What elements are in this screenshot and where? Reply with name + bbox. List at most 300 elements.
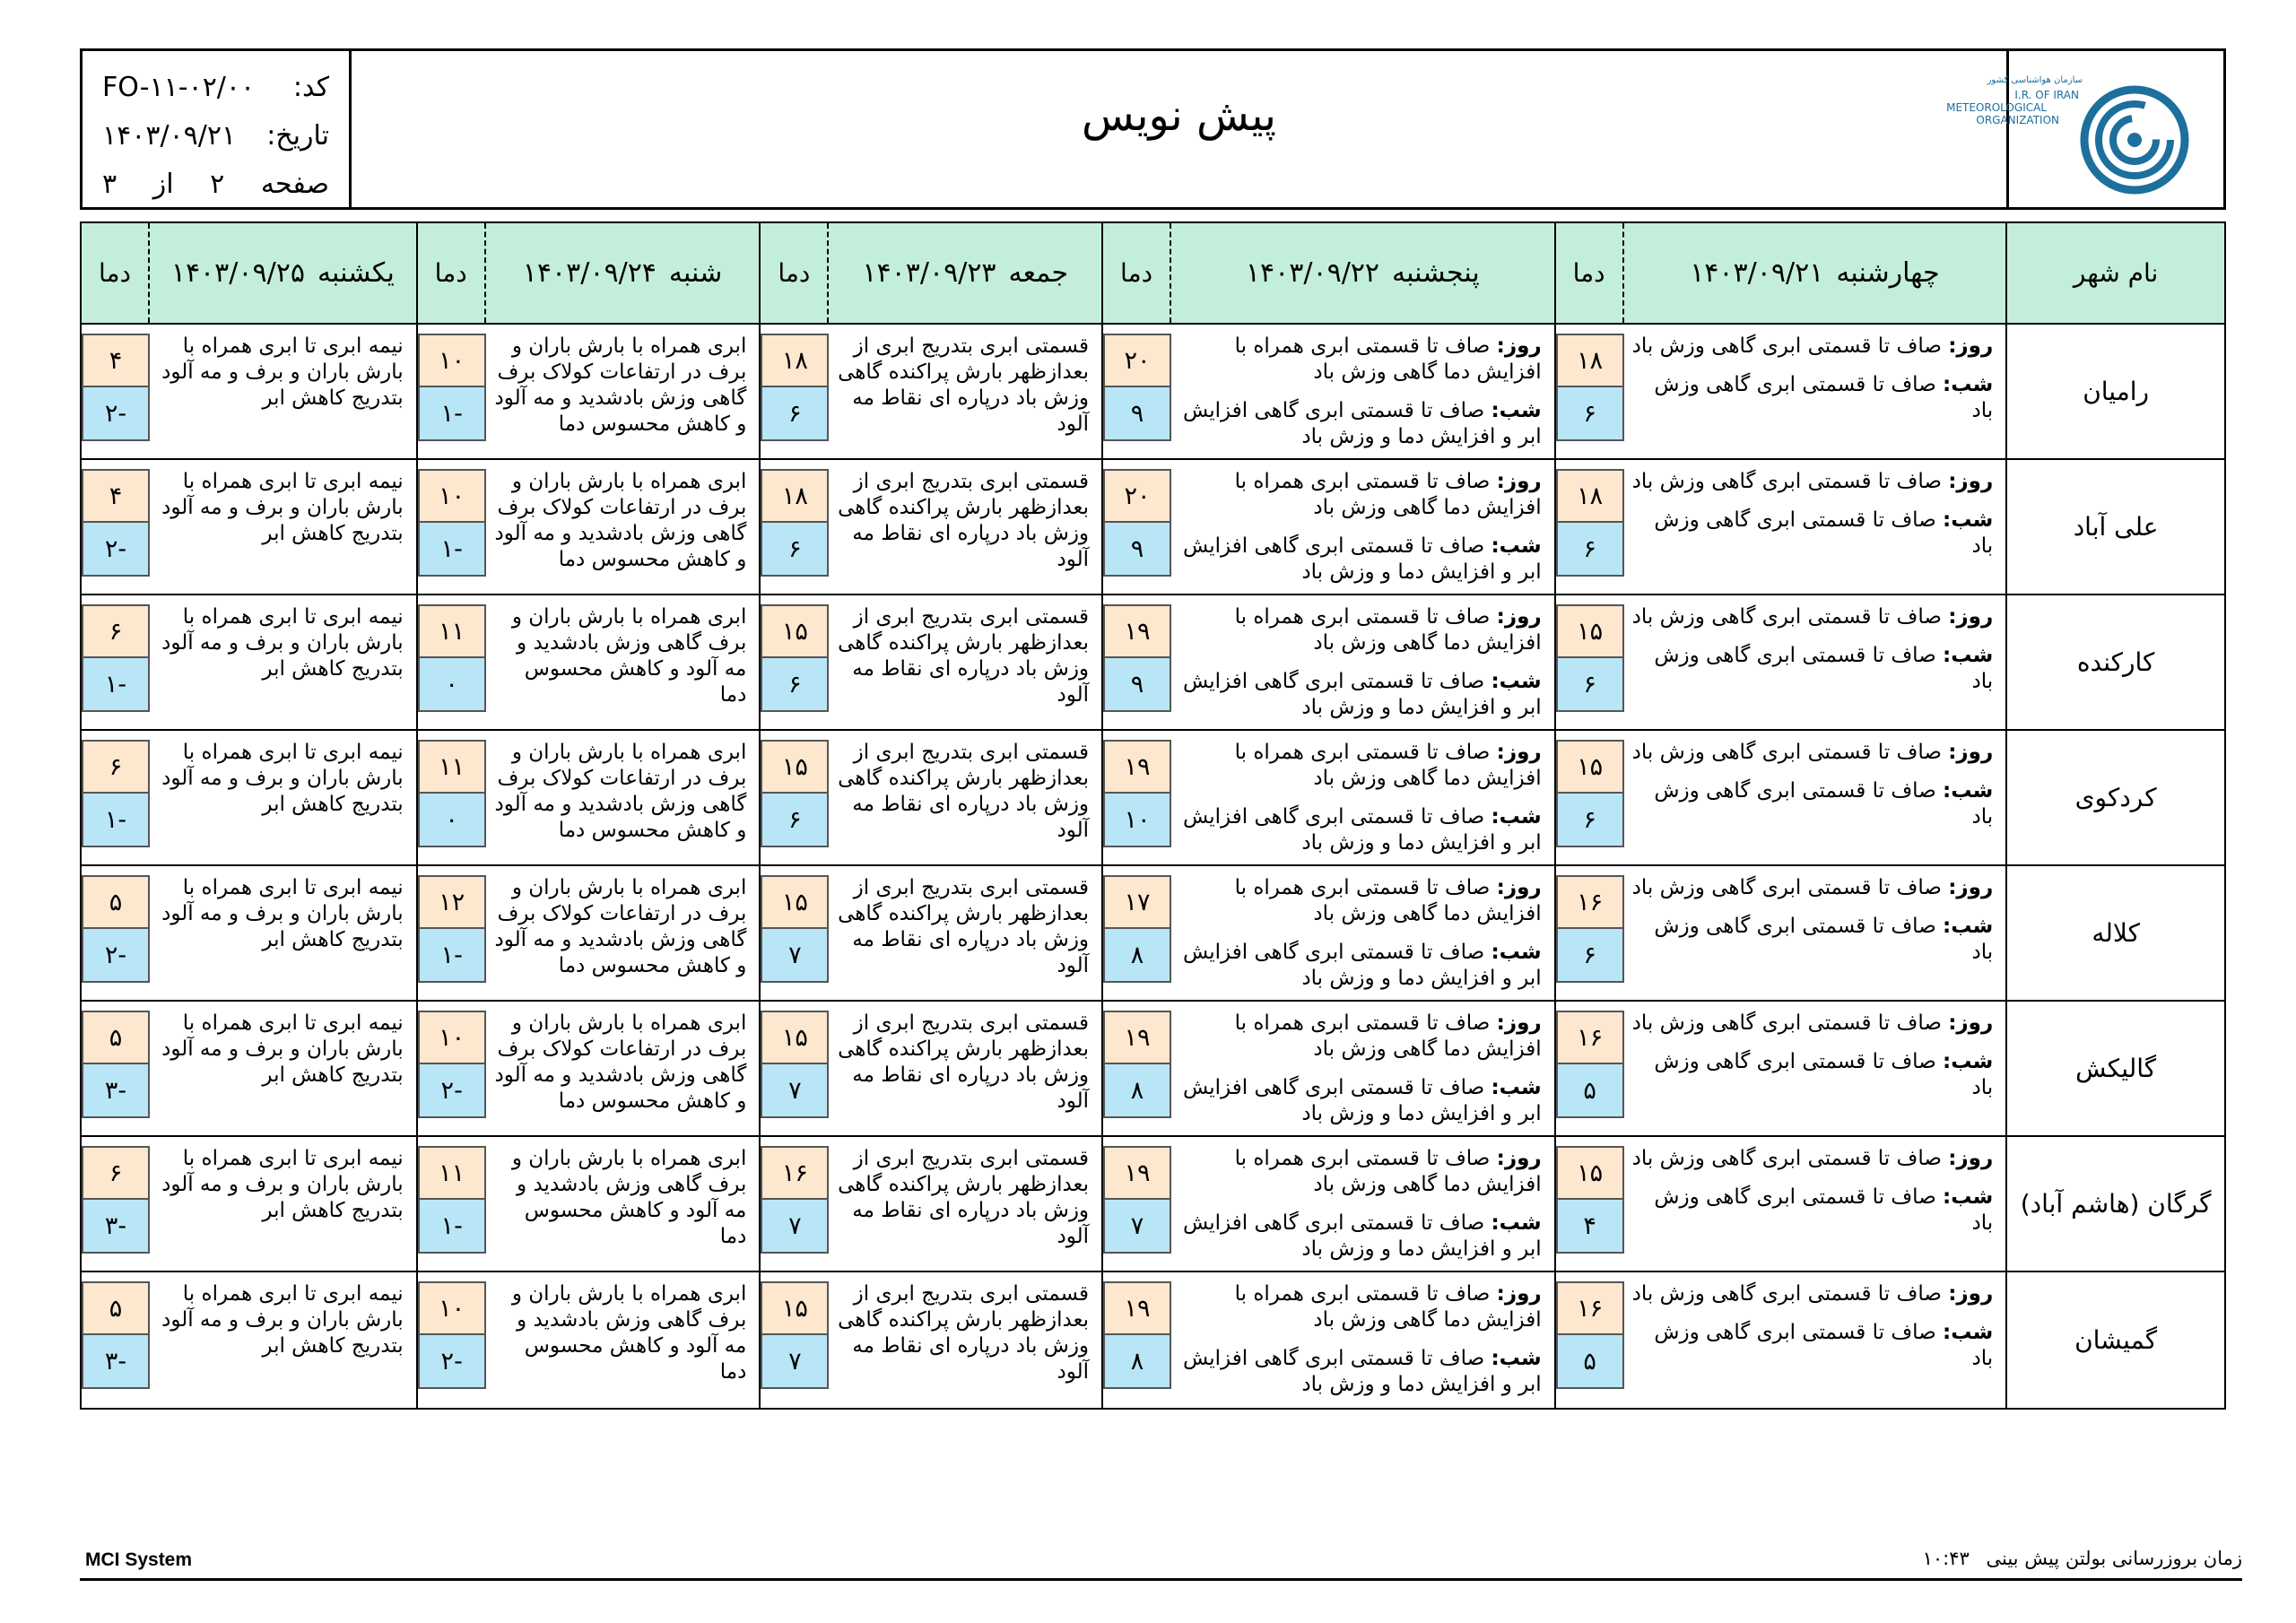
city-name: گالیکش <box>2075 1054 2157 1083</box>
temperature-box <box>418 866 486 1000</box>
temperature-box <box>761 1137 829 1271</box>
night-forecast <box>1631 1049 1994 1101</box>
night-label: شب: <box>1943 373 1994 396</box>
day-name: چهارشنبه <box>1836 257 1940 289</box>
day-forecast <box>1178 604 1542 656</box>
max-temperature: ۴ <box>82 334 150 387</box>
temperature-box <box>418 1137 486 1271</box>
day-header-5 <box>82 223 418 323</box>
day-header-3 <box>761 223 1103 323</box>
forecast-text: نیمه ابری تا ابری همراه با بارش باران و برف و مه آلود بتدریج کاهش ابر <box>161 876 404 951</box>
forecast-cell <box>761 1002 1103 1135</box>
page-current: ۲ <box>210 169 225 200</box>
forecast-text: قسمتی ابری بتدریج ابری از بعدازظهر بارش پراکنده گاهی وزش باد درپاره ای نقاط مه آلود <box>838 470 1090 571</box>
forecast-description <box>1624 866 2006 1000</box>
city-name: گمیشان <box>2074 1325 2158 1355</box>
day-header-4 <box>418 223 761 323</box>
night-text: صاف تا قسمتی ابری گاهی افزایش ابر و افزایش دما و وزش باد <box>1182 805 1542 855</box>
night-label: شب: <box>1943 1185 1994 1209</box>
forecast-cell <box>1556 460 2008 594</box>
max-temperature: ۱۹ <box>1103 1011 1171 1064</box>
max-temperature: ۱۱ <box>418 604 486 658</box>
forecast-text: ابری همراه با بارش باران و برف گاهی وزش بادشدید و مه آلود و کاهش محسوس دما <box>511 1282 747 1384</box>
day-forecast <box>1631 469 1994 495</box>
forecast-cell <box>1103 460 1556 594</box>
day-label: روز: <box>1496 1282 1542 1306</box>
forecast-description <box>486 866 760 1000</box>
day-text: صاف تا قسمتی ابری همراه با افزایش دما گاهی وزش باد <box>1234 1282 1542 1332</box>
forecast-text: نیمه ابری تا ابری همراه با بارش باران و برف و مه آلود بتدریج کاهش ابر <box>161 470 404 545</box>
forecast-cell <box>1556 1272 2008 1408</box>
forecast-cell <box>418 325 761 458</box>
night-forecast <box>1178 1346 1542 1398</box>
temp-column-header: دما <box>1103 223 1171 323</box>
update-label: زمان بروزرسانی بولتن پیش بینی <box>1986 1548 2242 1569</box>
temperature-box <box>1103 731 1171 864</box>
max-temperature: ۱۵ <box>761 875 829 929</box>
min-temperature: -۲ <box>418 1335 486 1389</box>
forecast-text: ابری همراه با بارش باران و برف در ارتفاعات کولاک برف گاهی وزش بادشدید و مه آلود و کاهش محسوس دما <box>494 876 747 977</box>
day-label: روز: <box>1496 605 1542 629</box>
temperature-box <box>761 731 829 864</box>
forecast-text: ابری همراه با بارش باران و برف در ارتفاعات کولاک برف گاهی وزش بادشدید و مه آلود و کاهش محسوس دما <box>494 470 747 571</box>
forecast-description <box>150 866 416 1000</box>
night-label: شب: <box>1491 805 1542 829</box>
min-temperature: ۶ <box>1556 794 1624 847</box>
day-forecast <box>1178 740 1542 792</box>
night-label: شب: <box>1491 1076 1542 1099</box>
table-header-row <box>82 223 2224 325</box>
night-text: صاف تا قسمتی ابری گاهی افزایش ابر و افزایش دما و وزش باد <box>1182 534 1542 584</box>
max-temperature: ۴ <box>82 469 150 523</box>
forecast-cell <box>418 1002 761 1135</box>
night-label: شب: <box>1943 779 1994 803</box>
table-row <box>82 731 2224 866</box>
forecast-description <box>1171 460 1554 594</box>
forecast-text: ابری همراه با بارش باران و برف در ارتفاعات کولاک برف گاهی وزش بادشدید و مه آلود و کاهش محسوس دما <box>494 741 747 842</box>
day-label: روز: <box>1948 741 1994 764</box>
max-temperature: ۶ <box>82 1146 150 1200</box>
temperature-box <box>418 460 486 594</box>
temperature-box <box>82 866 150 1000</box>
night-text: صاف تا قسمتی ابری گاهی افزایش ابر و افزایش دما و وزش باد <box>1182 1076 1542 1125</box>
forecast-cell <box>1103 325 1556 458</box>
max-temperature: ۱۵ <box>761 1281 829 1335</box>
max-temperature: ۱۲ <box>418 875 486 929</box>
forecast-cell <box>761 460 1103 594</box>
forecast-text: قسمتی ابری بتدریج ابری از بعدازظهر بارش پراکنده گاهی وزش باد درپاره ای نقاط مه آلود <box>838 741 1090 842</box>
night-label: شب: <box>1943 644 1994 667</box>
forecast-text: قسمتی ابری بتدریج ابری از بعدازظهر بارش پراکنده گاهی وزش باد درپاره ای نقاط مه آلود <box>838 1011 1090 1113</box>
forecast-description <box>1624 1002 2006 1135</box>
forecast-description <box>1171 731 1554 864</box>
max-temperature: ۱۱ <box>418 740 486 794</box>
footer-divider <box>80 1578 2242 1581</box>
document-info <box>83 51 352 207</box>
forecast-description <box>1624 325 2006 458</box>
max-temperature: ۱۹ <box>1103 740 1171 794</box>
day-text: صاف تا قسمتی ابری همراه با افزایش دما گاهی وزش باد <box>1234 876 1542 925</box>
day-text: صاف تا قسمتی ابری گاهی وزش باد <box>1631 605 1942 629</box>
temperature-box <box>761 866 829 1000</box>
forecast-description <box>829 1002 1101 1135</box>
night-forecast <box>1178 534 1542 586</box>
page-title: پیش نویس <box>1082 91 1277 141</box>
day-forecast <box>1178 469 1542 521</box>
code-value: FO-۱۱-۰۲/۰۰ <box>102 72 256 103</box>
day-date: ۱۴۰۳/۰۹/۲۳ <box>862 257 996 289</box>
page-total: ۳ <box>102 169 117 200</box>
max-temperature: ۱۵ <box>761 604 829 658</box>
temperature-box <box>418 731 486 864</box>
day-forecast <box>1631 1011 1994 1037</box>
update-info <box>1923 1548 2242 1569</box>
max-temperature: ۶ <box>82 740 150 794</box>
forecast-cell <box>761 595 1103 729</box>
night-text: صاف تا قسمتی ابری گاهی وزش باد <box>1654 644 1994 693</box>
night-forecast <box>1631 1185 1994 1237</box>
page-of: از <box>152 169 174 200</box>
day-text: صاف تا قسمتی ابری گاهی وزش باد <box>1631 1282 1942 1306</box>
night-text: صاف تا قسمتی ابری گاهی افزایش ابر و افزایش دما و وزش باد <box>1182 399 1542 448</box>
table-row <box>82 1137 2224 1272</box>
forecast-description <box>1624 460 2006 594</box>
forecast-text: قسمتی ابری بتدریج ابری از بعدازظهر بارش پراکنده گاهی وزش باد درپاره ای نقاط مه آلود <box>838 1282 1090 1384</box>
max-temperature: ۵ <box>82 1281 150 1335</box>
forecast-text: ابری همراه با بارش باران و برف گاهی وزش بادشدید و مه آلود و کاهش محسوس دما <box>511 605 747 707</box>
day-forecast <box>1631 334 1994 360</box>
code-row <box>102 64 329 112</box>
temperature-box <box>82 1272 150 1408</box>
temp-column-header: دما <box>1556 223 1624 323</box>
temp-column-header: دما <box>418 223 486 323</box>
temp-column-header: دما <box>761 223 829 323</box>
document-header <box>80 48 2226 210</box>
forecast-cell <box>418 595 761 729</box>
temperature-box <box>1103 866 1171 1000</box>
temperature-box <box>761 460 829 594</box>
night-forecast <box>1178 1075 1542 1127</box>
forecast-description <box>150 1272 416 1408</box>
forecast-description <box>486 460 760 594</box>
min-temperature: ۹ <box>1103 523 1171 577</box>
forecast-description <box>829 866 1101 1000</box>
min-temperature: ۷ <box>761 1200 829 1254</box>
temperature-box <box>761 1272 829 1408</box>
temperature-box <box>1556 1002 1624 1135</box>
min-temperature: ۷ <box>761 1064 829 1118</box>
logo-text-iran: I.R. OF IRAN <box>2013 89 2079 101</box>
night-forecast <box>1631 372 1994 424</box>
night-text: صاف تا قسمتی ابری گاهی وزش باد <box>1654 373 1994 422</box>
temperature-box <box>1556 866 1624 1000</box>
temperature-box <box>82 1002 150 1135</box>
city-column-header: نام شهر <box>2073 258 2159 288</box>
min-temperature: ۸ <box>1103 1335 1171 1389</box>
forecast-description <box>150 325 416 458</box>
day-forecast <box>1631 740 1994 766</box>
forecast-cell <box>761 1137 1103 1271</box>
city-name: رامیان <box>2083 377 2150 406</box>
night-forecast <box>1631 643 1994 695</box>
temperature-box <box>82 460 150 594</box>
max-temperature: ۵ <box>82 875 150 929</box>
night-forecast <box>1178 804 1542 856</box>
date-row <box>102 112 329 161</box>
page-label: صفحه <box>260 169 329 200</box>
temperature-box <box>1103 1002 1171 1135</box>
city-name: کردکوی <box>2074 783 2157 812</box>
min-temperature: -۲ <box>82 523 150 577</box>
day-date: ۱۴۰۳/۰۹/۲۵ <box>170 257 305 289</box>
temperature-box <box>418 1002 486 1135</box>
night-forecast <box>1631 914 1994 966</box>
forecast-description <box>1171 1272 1554 1408</box>
temperature-box <box>1556 1272 1624 1408</box>
day-forecast <box>1178 1281 1542 1333</box>
max-temperature: ۱۹ <box>1103 1281 1171 1335</box>
night-text: صاف تا قسمتی ابری گاهی افزایش ابر و افزایش دما و وزش باد <box>1182 670 1542 719</box>
forecast-description <box>1171 866 1554 1000</box>
forecast-text: نیمه ابری تا ابری همراه با بارش باران و برف و مه آلود بتدریج کاهش ابر <box>161 605 404 681</box>
max-temperature: ۱۶ <box>1556 1011 1624 1064</box>
table-row <box>82 325 2224 460</box>
night-text: صاف تا قسمتی ابری گاهی وزش باد <box>1654 1050 1994 1099</box>
forecast-cell <box>82 1137 418 1271</box>
max-temperature: ۵ <box>82 1011 150 1064</box>
min-temperature: ۶ <box>761 794 829 847</box>
forecast-description <box>1624 595 2006 729</box>
forecast-cell <box>1556 325 2008 458</box>
max-temperature: ۲۰ <box>1103 334 1171 387</box>
max-temperature: ۱۶ <box>761 1146 829 1200</box>
forecast-text: ابری همراه با بارش باران و برف در ارتفاعات کولاک برف گاهی وزش بادشدید و مه آلود و کاهش محسوس دما <box>494 1011 747 1113</box>
day-forecast <box>1178 1011 1542 1063</box>
night-label: شب: <box>1943 1050 1994 1073</box>
forecast-cell <box>761 1272 1103 1408</box>
forecast-description <box>829 1137 1101 1271</box>
day-name: جمعه <box>1008 257 1068 289</box>
forecast-description <box>1171 1002 1554 1135</box>
temperature-box <box>1556 731 1624 864</box>
forecast-description <box>150 595 416 729</box>
logo-text-meteorological: METEOROLOGICAL <box>1945 101 2047 114</box>
night-text: صاف تا قسمتی ابری گاهی وزش باد <box>1654 779 1994 829</box>
logo-text-organization: ORGANIZATION <box>1975 114 2059 126</box>
forecast-description <box>486 1272 760 1408</box>
night-text: صاف تا قسمتی ابری گاهی افزایش ابر و افزایش دما و وزش باد <box>1182 1347 1542 1396</box>
forecast-cell <box>418 1272 761 1408</box>
day-header-1 <box>1556 223 2008 323</box>
temperature-box <box>82 1137 150 1271</box>
system-name: MCI System <box>85 1549 193 1570</box>
min-temperature: -۳ <box>82 1200 150 1254</box>
forecast-description <box>1624 1272 2006 1408</box>
day-label: روز: <box>1948 1011 1994 1035</box>
forecast-text: نیمه ابری تا ابری همراه با بارش باران و برف و مه آلود بتدریج کاهش ابر <box>161 1282 404 1358</box>
day-forecast <box>1631 1281 1994 1307</box>
max-temperature: ۲۰ <box>1103 469 1171 523</box>
forecast-text: نیمه ابری تا ابری همراه با بارش باران و برف و مه آلود بتدریج کاهش ابر <box>161 1011 404 1087</box>
forecast-description <box>486 1137 760 1271</box>
day-text: صاف تا قسمتی ابری گاهی وزش باد <box>1631 741 1942 764</box>
day-forecast <box>1631 1146 1994 1172</box>
day-text: صاف تا قسمتی ابری همراه با افزایش دما گاهی وزش باد <box>1234 605 1542 655</box>
forecast-description <box>1171 1137 1554 1271</box>
day-label: روز: <box>1948 605 1994 629</box>
min-temperature: ۹ <box>1103 387 1171 441</box>
page-row <box>102 161 329 209</box>
forecast-cell <box>82 595 418 729</box>
city-name: کلاله <box>2092 918 2140 948</box>
day-text: صاف تا قسمتی ابری همراه با افزایش دما گاهی وزش باد <box>1234 1011 1542 1061</box>
day-label: روز: <box>1948 876 1994 899</box>
min-temperature: -۲ <box>418 1064 486 1118</box>
forecast-description <box>150 731 416 864</box>
day-date: ۱۴۰۳/۰۹/۲۱ <box>1690 257 1824 289</box>
table-row <box>82 866 2224 1002</box>
logo-text-fa: سازمان هواشناسی کشور <box>1987 75 2083 85</box>
day-label: روز: <box>1496 741 1542 764</box>
night-label: شب: <box>1491 670 1542 693</box>
forecast-text: ابری همراه با بارش باران و برف گاهی وزش بادشدید و مه آلود و کاهش محسوس دما <box>511 1147 747 1248</box>
forecast-description <box>1624 731 2006 864</box>
forecast-description <box>486 595 760 729</box>
night-text: صاف تا قسمتی ابری گاهی وزش باد <box>1654 915 1994 964</box>
day-name: پنجشنبه <box>1392 257 1480 289</box>
night-forecast <box>1178 398 1542 450</box>
day-header-2 <box>1103 223 1556 323</box>
max-temperature: ۱۸ <box>1556 469 1624 523</box>
forecast-cell <box>418 731 761 864</box>
min-temperature: ۶ <box>761 523 829 577</box>
temperature-box <box>1103 460 1171 594</box>
forecast-cell <box>761 325 1103 458</box>
forecast-text: نیمه ابری تا ابری همراه با بارش باران و برف و مه آلود بتدریج کاهش ابر <box>161 1147 404 1222</box>
day-label: روز: <box>1948 334 1994 358</box>
max-temperature: ۱۸ <box>761 469 829 523</box>
date-label: تاریخ: <box>266 120 329 152</box>
day-text: صاف تا قسمتی ابری گاهی وزش باد <box>1631 334 1942 358</box>
min-temperature: ۶ <box>1556 523 1624 577</box>
max-temperature: ۱۶ <box>1556 1281 1624 1335</box>
day-label: روز: <box>1496 470 1542 493</box>
night-label: شب: <box>1491 941 1542 964</box>
night-text: صاف تا قسمتی ابری گاهی افزایش ابر و افزایش دما و وزش باد <box>1182 1211 1542 1261</box>
forecast-text: قسمتی ابری بتدریج ابری از بعدازظهر بارش پراکنده گاهی وزش باد درپاره ای نقاط مه آلود <box>838 1147 1090 1248</box>
forecast-cell <box>418 1137 761 1271</box>
temp-column-header: دما <box>82 223 150 323</box>
day-forecast <box>1178 1146 1542 1198</box>
forecast-text: ابری همراه با بارش باران و برف در ارتفاعات کولاک برف گاهی وزش بادشدید و مه آلود و کاهش محسوس دما <box>494 334 747 436</box>
day-text: صاف تا قسمتی ابری همراه با افزایش دما گاهی وزش باد <box>1234 470 1542 519</box>
max-temperature: ۱۶ <box>1556 875 1624 929</box>
temperature-box <box>1556 595 1624 729</box>
day-label: روز: <box>1496 334 1542 358</box>
city-name: کارکنده <box>2076 647 2155 677</box>
forecast-cell <box>1103 1272 1556 1408</box>
forecast-cell <box>82 1002 418 1135</box>
table-body <box>82 325 2224 1408</box>
day-name: شنبه <box>668 257 723 289</box>
night-text: صاف تا قسمتی ابری گاهی وزش باد <box>1654 1321 1994 1370</box>
night-text: صاف تا قسمتی ابری گاهی وزش باد <box>1654 508 1994 558</box>
forecast-text: نیمه ابری تا ابری همراه با بارش باران و برف و مه آلود بتدریج کاهش ابر <box>161 334 404 410</box>
forecast-description <box>829 595 1101 729</box>
forecast-text: نیمه ابری تا ابری همراه با بارش باران و برف و مه آلود بتدریج کاهش ابر <box>161 741 404 816</box>
day-text: صاف تا قسمتی ابری همراه با افزایش دما گاهی وزش باد <box>1234 334 1542 384</box>
day-label: روز: <box>1496 876 1542 899</box>
min-temperature: -۱ <box>418 387 486 441</box>
temperature-box <box>418 1272 486 1408</box>
night-label: شب: <box>1943 1321 1994 1344</box>
day-text: صاف تا قسمتی ابری همراه با افزایش دما گاهی وزش باد <box>1234 741 1542 790</box>
forecast-description <box>486 325 760 458</box>
min-temperature: -۱ <box>418 523 486 577</box>
date-value: ۱۴۰۳/۰۹/۲۱ <box>102 120 237 152</box>
night-forecast <box>1631 508 1994 560</box>
organization-logo <box>1945 51 2223 207</box>
forecast-cell <box>418 866 761 1000</box>
table-row <box>82 1002 2224 1137</box>
forecast-description <box>829 325 1101 458</box>
max-temperature: ۱۱ <box>418 1146 486 1200</box>
table-row <box>82 460 2224 595</box>
forecast-cell <box>82 1272 418 1408</box>
city-name: علی آباد <box>2073 512 2159 542</box>
night-forecast <box>1631 1320 1994 1372</box>
min-temperature: ۸ <box>1103 929 1171 983</box>
forecast-cell <box>418 460 761 594</box>
min-temperature: -۱ <box>82 794 150 847</box>
night-forecast <box>1178 1211 1542 1263</box>
forecast-description <box>150 1002 416 1135</box>
forecast-description <box>486 1002 760 1135</box>
min-temperature: ۵ <box>1556 1064 1624 1118</box>
night-label: شب: <box>1491 399 1542 422</box>
max-temperature: ۱۹ <box>1103 604 1171 658</box>
min-temperature: ۰ <box>418 794 486 847</box>
forecast-cell <box>1103 866 1556 1000</box>
min-temperature: ۷ <box>761 1335 829 1389</box>
min-temperature: ۶ <box>761 387 829 441</box>
min-temperature: -۱ <box>418 1200 486 1254</box>
max-temperature: ۱۰ <box>418 469 486 523</box>
forecast-description <box>1171 325 1554 458</box>
min-temperature: ۸ <box>1103 1064 1171 1118</box>
forecast-description <box>829 460 1101 594</box>
max-temperature: ۱۵ <box>761 740 829 794</box>
min-temperature: ۶ <box>761 658 829 712</box>
city-name: گرگان (هاشم آباد) <box>2020 1189 2212 1219</box>
day-forecast <box>1178 334 1542 386</box>
temperature-box <box>82 595 150 729</box>
forecast-description <box>829 731 1101 864</box>
night-label: شب: <box>1491 534 1542 558</box>
min-temperature: ۷ <box>761 929 829 983</box>
forecast-cell <box>1556 595 2008 729</box>
temperature-box <box>761 1002 829 1135</box>
forecast-cell <box>82 731 418 864</box>
temperature-box <box>1103 1137 1171 1271</box>
max-temperature: ۱۵ <box>1556 740 1624 794</box>
table-row <box>82 595 2224 731</box>
code-label: کد: <box>292 72 329 103</box>
temperature-box <box>1556 325 1624 458</box>
logo-emblem-icon <box>1945 57 2206 201</box>
temperature-box <box>1103 325 1171 458</box>
day-label: روز: <box>1948 1282 1994 1306</box>
